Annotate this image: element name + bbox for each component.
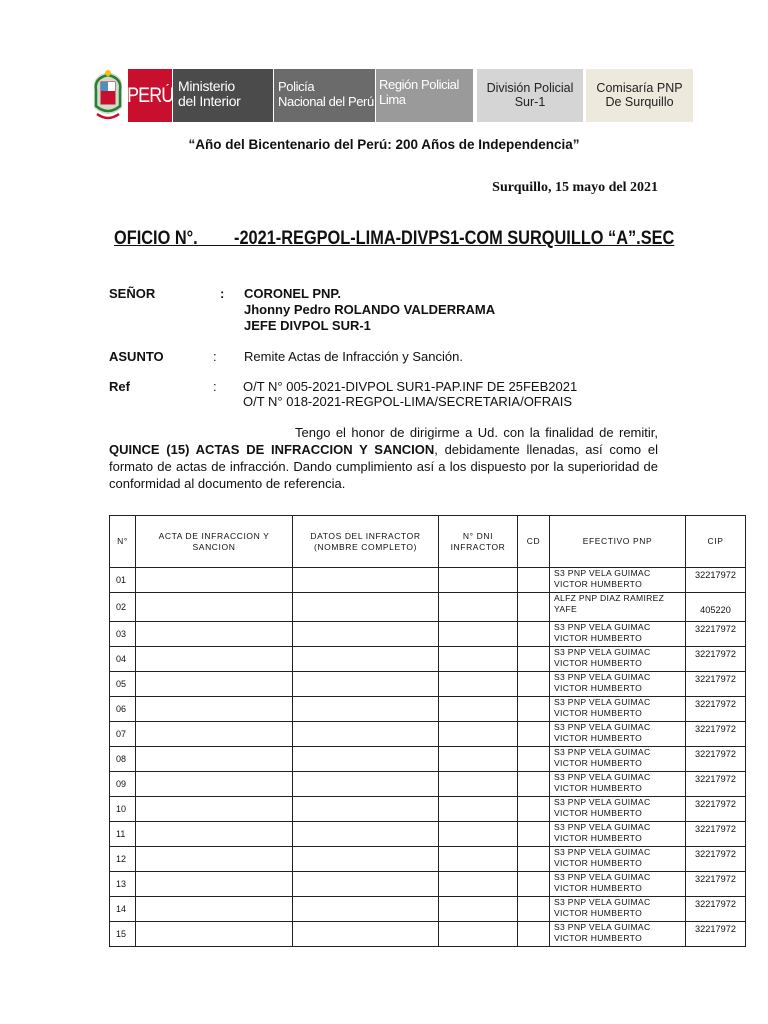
header-box-line: Región Policial <box>379 77 459 92</box>
cell-cd <box>518 772 550 797</box>
header-box-region <box>376 69 473 122</box>
col-header-efectivo: EFECTIVO PNP <box>550 516 686 568</box>
body-text-1: Tengo el honor de dirigirme a Ud. con la finalidad de remitir, <box>295 425 658 440</box>
cell-dni <box>439 797 518 822</box>
cell-efectivo: S3 PNP VELA GUIMAC VICTOR HUMBERTO <box>550 647 686 672</box>
table-row <box>110 672 746 697</box>
cell-datos <box>293 647 439 672</box>
cell-acta <box>136 622 293 647</box>
cell-dni <box>439 822 518 847</box>
cell-efectivo: S3 PNP VELA GUIMAC VICTOR HUMBERTO <box>550 922 686 947</box>
ref-line-1: O/T N° 005-2021-DIVPOL SUR1-PAP.INF DE 25FEB2021 <box>243 379 578 394</box>
cell-efectivo: S3 PNP VELA GUIMAC VICTOR HUMBERTO <box>550 797 686 822</box>
body-paragraph <box>109 424 658 492</box>
table-row <box>110 722 746 747</box>
col-header-cip: CIP <box>686 516 746 568</box>
cell-acta <box>136 872 293 897</box>
cell-acta <box>136 822 293 847</box>
cell-cd <box>518 822 550 847</box>
cell-efectivo: S3 PNP VELA GUIMAC VICTOR HUMBERTO <box>550 622 686 647</box>
national-coat-of-arms-icon <box>88 68 128 124</box>
cell-cip: 32217972 <box>686 647 746 672</box>
cell-cip: 32217972 <box>686 722 746 747</box>
cell-efectivo: S3 PNP VELA GUIMAC VICTOR HUMBERTO <box>550 772 686 797</box>
cell-efectivo: ALFZ PNP DIAZ RAMIREZ YAFE <box>550 593 686 622</box>
cell-efectivo: S3 PNP VELA GUIMAC VICTOR HUMBERTO <box>550 747 686 772</box>
cell-efectivo: S3 PNP VELA GUIMAC VICTOR HUMBERTO <box>550 722 686 747</box>
addressee-rank: CORONEL PNP. <box>244 286 342 301</box>
body-text-2: , debidamente llenadas, así como el formato de actas de infracción. Dando cumplimiento así a los dispuesto por la superioridad de conformidad al documento de referencia. <box>109 442 658 491</box>
cell-datos <box>293 672 439 697</box>
col-header-cd: CD <box>518 516 550 568</box>
header-box-line: Ministerio <box>178 78 235 94</box>
cell-dni <box>439 922 518 947</box>
cell-datos <box>293 772 439 797</box>
cell-efectivo: S3 PNP VELA GUIMAC VICTOR HUMBERTO <box>550 568 686 593</box>
cell-num: 08 <box>110 747 136 772</box>
cell-acta <box>136 593 293 622</box>
cell-dni <box>439 747 518 772</box>
cell-cip: 32217972 <box>686 797 746 822</box>
table-row <box>110 593 746 622</box>
cell-dni <box>439 622 518 647</box>
cell-datos <box>293 872 439 897</box>
oficio-title: OFICIO N°. -2021-REGPOL-LIMA-DIVPS1-COM SURQUILLO “A”.SEC <box>114 228 675 249</box>
cell-cd <box>518 622 550 647</box>
table-row <box>110 622 746 647</box>
cell-num: 07 <box>110 722 136 747</box>
cell-cd <box>518 593 550 622</box>
cell-acta <box>136 847 293 872</box>
table-row <box>110 772 746 797</box>
col-header-acta: ACTA DE INFRACCION Y SANCION <box>136 516 293 568</box>
cell-cd <box>518 797 550 822</box>
cell-efectivo: S3 PNP VELA GUIMAC VICTOR HUMBERTO <box>550 847 686 872</box>
header-box-line: Policía <box>278 79 315 94</box>
table-row <box>110 897 746 922</box>
cell-acta <box>136 922 293 947</box>
cell-efectivo: S3 PNP VELA GUIMAC VICTOR HUMBERTO <box>550 897 686 922</box>
cell-efectivo: S3 PNP VELA GUIMAC VICTOR HUMBERTO <box>550 697 686 722</box>
cell-acta <box>136 747 293 772</box>
senor-colon: : <box>220 286 225 301</box>
table-row <box>110 797 746 822</box>
cell-cip: 32217972 <box>686 847 746 872</box>
header-box-line: Nacional del Perú <box>278 94 374 109</box>
cell-cd <box>518 747 550 772</box>
actas-table <box>109 515 746 947</box>
table-row <box>110 747 746 772</box>
cell-cip: 32217972 <box>686 872 746 897</box>
ref-colon: : <box>213 379 217 394</box>
asunto-colon: : <box>213 349 217 364</box>
ref-label: Ref <box>109 379 130 394</box>
cell-num: 02 <box>110 593 136 622</box>
col-header-datos: DATOS DEL INFRACTOR (NOMBRE COMPLETO) <box>293 516 439 568</box>
table-row <box>110 697 746 722</box>
cell-acta <box>136 897 293 922</box>
cell-dni <box>439 672 518 697</box>
cell-cd <box>518 722 550 747</box>
cell-acta <box>136 722 293 747</box>
cell-num: 04 <box>110 647 136 672</box>
cell-datos <box>293 568 439 593</box>
cell-cd <box>518 697 550 722</box>
addressee-position: JEFE DIVPOL SUR-1 <box>244 318 371 333</box>
cell-dni <box>439 647 518 672</box>
addressee-name: Jhonny Pedro ROLANDO VALDERRAMA <box>244 302 496 317</box>
cell-num: 13 <box>110 872 136 897</box>
header-box-line: División Policial <box>486 81 574 95</box>
cell-datos <box>293 697 439 722</box>
table-row <box>110 647 746 672</box>
header-box-policia <box>274 69 375 122</box>
cell-datos <box>293 722 439 747</box>
cell-cd <box>518 672 550 697</box>
table-row <box>110 847 746 872</box>
cell-dni <box>439 897 518 922</box>
cell-acta <box>136 568 293 593</box>
header-box-line: Sur-1 <box>514 95 546 109</box>
cell-datos <box>293 897 439 922</box>
cell-cd <box>518 872 550 897</box>
cell-dni <box>439 568 518 593</box>
peru-label: PERÚ <box>126 83 174 107</box>
col-header-num: N° <box>110 516 136 568</box>
cell-datos <box>293 622 439 647</box>
cell-cip: 32217972 <box>686 672 746 697</box>
cell-cd <box>518 568 550 593</box>
cell-efectivo: S3 PNP VELA GUIMAC VICTOR HUMBERTO <box>550 672 686 697</box>
cell-dni <box>439 722 518 747</box>
header-box-comisaria <box>586 69 693 122</box>
cell-num: 09 <box>110 772 136 797</box>
cell-datos <box>293 922 439 947</box>
year-motto: “Año del Bicentenario del Perú: 200 Años de Independencia” <box>188 137 580 152</box>
cell-cd <box>518 922 550 947</box>
cell-cd <box>518 647 550 672</box>
cell-acta <box>136 772 293 797</box>
cell-cip: 32217972 <box>686 747 746 772</box>
cell-datos <box>293 593 439 622</box>
table-row <box>110 922 746 947</box>
cell-acta <box>136 647 293 672</box>
header-box-line: del Interior <box>178 93 241 109</box>
cell-datos <box>293 797 439 822</box>
cell-datos <box>293 847 439 872</box>
header-box-line: Comisaría PNP <box>596 81 683 95</box>
cell-num: 01 <box>110 568 136 593</box>
cell-cip: 32217972 <box>686 922 746 947</box>
cell-num: 05 <box>110 672 136 697</box>
cell-num: 06 <box>110 697 136 722</box>
asunto-value: Remite Actas de Infracción y Sanción. <box>244 349 463 364</box>
senor-label: SEÑOR <box>109 286 156 301</box>
cell-num: 03 <box>110 622 136 647</box>
cell-cip: 405220 <box>686 593 746 622</box>
header-box-division <box>477 69 583 122</box>
cell-acta <box>136 672 293 697</box>
table-row <box>110 822 746 847</box>
cell-num: 14 <box>110 897 136 922</box>
cell-num: 10 <box>110 797 136 822</box>
table-row <box>110 568 746 593</box>
cell-dni <box>439 593 518 622</box>
cell-dni <box>439 872 518 897</box>
cell-acta <box>136 797 293 822</box>
date-line: Surquillo, 15 mayo del 2021 <box>492 180 658 195</box>
header-box-ministerio <box>173 69 273 122</box>
header-box-line: Lima <box>379 92 406 107</box>
cell-efectivo: S3 PNP VELA GUIMAC VICTOR HUMBERTO <box>550 872 686 897</box>
cell-datos <box>293 822 439 847</box>
cell-cd <box>518 897 550 922</box>
header-box-line: De Surquillo <box>605 95 674 109</box>
cell-efectivo: S3 PNP VELA GUIMAC VICTOR HUMBERTO <box>550 822 686 847</box>
asunto-label: ASUNTO <box>109 349 164 364</box>
col-header-dni: N° DNI INFRACTOR <box>439 516 518 568</box>
cell-dni <box>439 847 518 872</box>
table-row <box>110 872 746 897</box>
cell-num: 11 <box>110 822 136 847</box>
cell-cip: 32217972 <box>686 897 746 922</box>
cell-datos <box>293 747 439 772</box>
ref-line-2: O/T N° 018-2021-REGPOL-LIMA/SECRETARIA/OFRAIS <box>243 394 573 409</box>
cell-cip: 32217972 <box>686 697 746 722</box>
body-text-bold: QUINCE (15) ACTAS DE INFRACCION Y SANCION <box>109 442 435 457</box>
cell-dni <box>439 772 518 797</box>
peru-brand-box <box>128 69 172 122</box>
cell-num: 15 <box>110 922 136 947</box>
cell-acta <box>136 697 293 722</box>
cell-num: 12 <box>110 847 136 872</box>
cell-cip: 32217972 <box>686 622 746 647</box>
cell-dni <box>439 697 518 722</box>
cell-cd <box>518 847 550 872</box>
cell-cip: 32217972 <box>686 772 746 797</box>
cell-cip: 32217972 <box>686 822 746 847</box>
table-header-row <box>110 516 746 568</box>
cell-cip: 32217972 <box>686 568 746 593</box>
